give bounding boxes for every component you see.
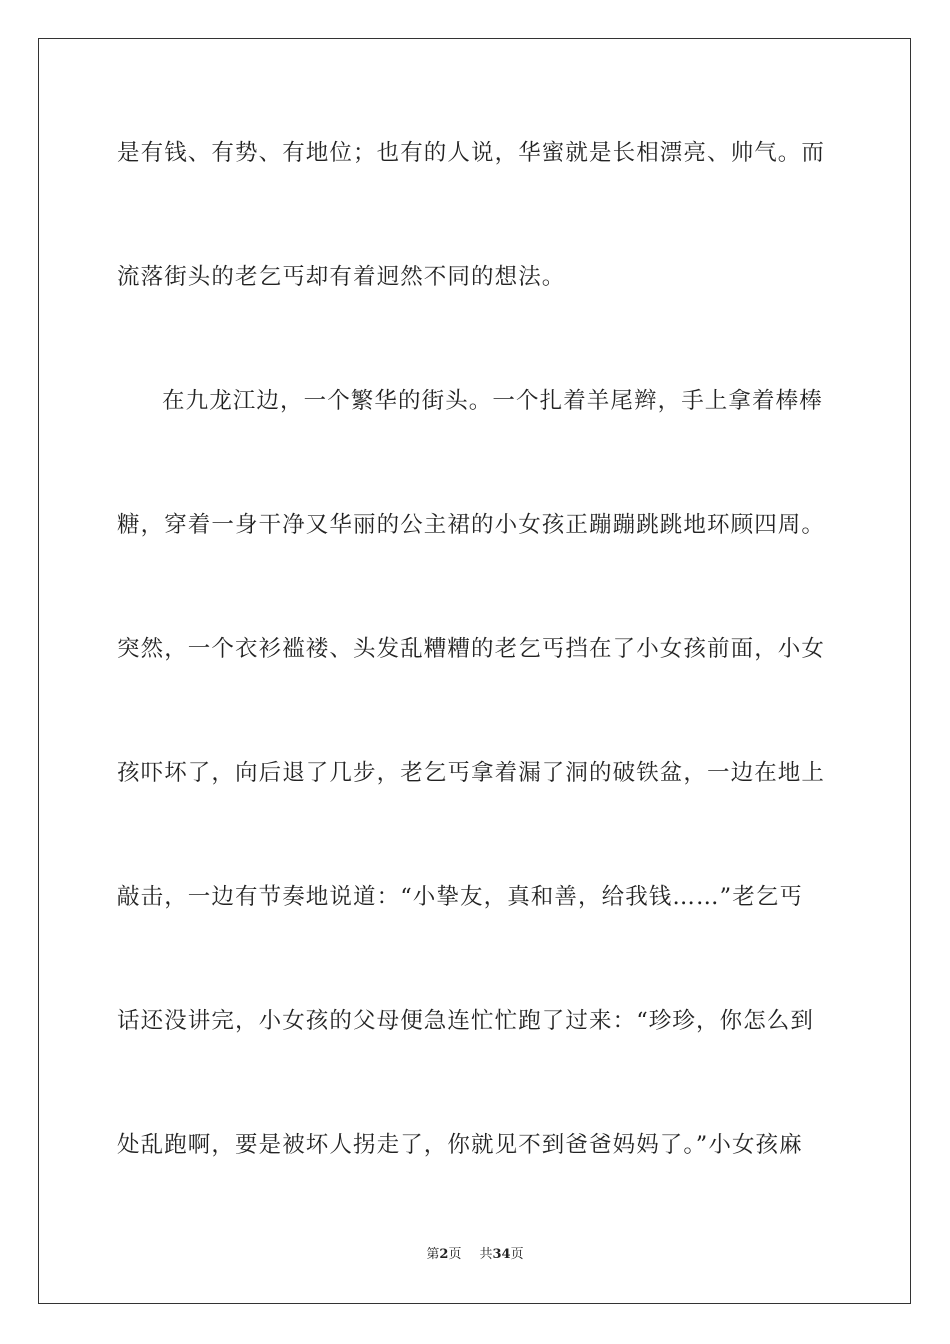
current-page-number: 2: [439, 1247, 449, 1262]
paragraph-line-6: 孩吓坏了，向后退了几步，老乞丐拿着漏了洞的破铁盆，一边在地上: [117, 760, 826, 786]
page-footer: [0, 1246, 950, 1264]
paragraph-line-9: 处乱跑啊，要是被坏人拐走了，你就见不到爸爸妈妈了。”小女孩麻: [117, 1132, 803, 1158]
paragraph-line-8: 话还没讲完，小女孩的父母便急连忙忙跑了过来：“珍珍，你怎么到: [117, 1008, 815, 1034]
page-suffix: 页: [448, 1247, 462, 1262]
total-prefix: 共: [479, 1247, 493, 1262]
paragraph-line-3: 在九龙江边，一个繁华的街头。一个扎着羊尾辫，手上拿着棒棒: [162, 388, 823, 414]
paragraph-line-2: 流落街头的老乞丐却有着迥然不同的想法。: [117, 264, 566, 290]
page-prefix: 第: [426, 1247, 440, 1262]
paragraph-line-7: 敲击，一边有节奏地说道：“小挚友，真和善，给我钱……”老乞丐: [117, 884, 804, 910]
total-suffix: 页: [510, 1247, 524, 1262]
total-pages-number: 34: [492, 1247, 511, 1262]
paragraph-line-1: 是有钱、有势、有地位；也有的人说，华蜜就是长相漂亮、帅气。而: [117, 140, 826, 166]
paragraph-line-4: 糖，穿着一身干净又华丽的公主裙的小女孩正蹦蹦跳跳地环顾四周。: [117, 512, 826, 538]
page-border: [38, 38, 911, 1304]
paragraph-line-5: 突然，一个衣衫褴褛、头发乱糟糟的老乞丐挡在了小女孩前面，小女: [117, 636, 826, 662]
